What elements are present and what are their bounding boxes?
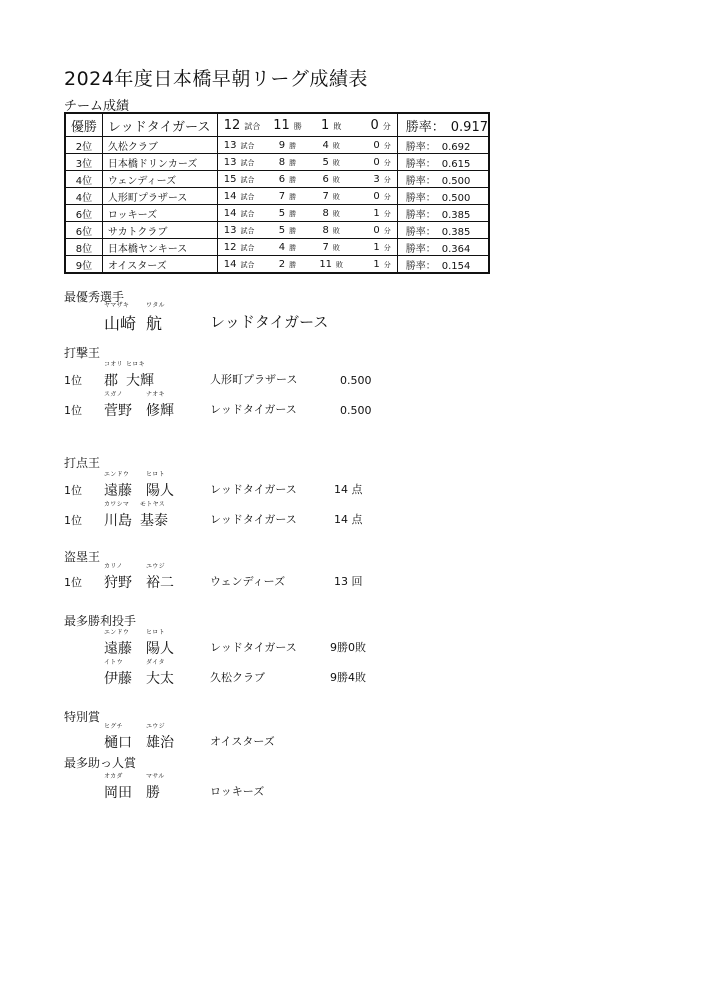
standings-row [65,137,489,154]
losses-cell: 8 敗 [311,205,351,222]
wins-cell: 5 勝 [264,205,312,222]
draws-cell: 0 分 [351,188,397,205]
wins-cell: 6 勝 [264,171,312,188]
player-family-name: ヤマザキ 山崎 [104,302,137,333]
player-given-name: ヒロキ 大輝 [126,361,154,389]
wins-cell: 7 勝 [264,188,312,205]
draws-cell: 0 分 [351,113,397,137]
team-cell: 久松クラブ [102,137,217,154]
rank-cell: 6位 [65,222,102,239]
team-cell: レッドタイガース [102,113,217,137]
draws-cell: 1 分 [351,205,397,222]
standings-row [65,205,489,222]
player-given-name: ユウジ 雄治 [146,723,174,751]
games-cell: 14 試合 [217,256,263,274]
player-given-name: ユウジ 裕二 [146,563,174,591]
games-cell: 14 試合 [217,205,263,222]
games-cell: 12 試合 [217,239,263,256]
player-team: レッドタイガース [210,313,329,331]
wins-cell: 11 勝 [264,113,312,137]
losses-cell: 8 敗 [311,222,351,239]
standings-row [65,171,489,188]
games-cell: 12 試合 [217,113,263,137]
award-row: 1位 カワシマ 川島 モトヤス 基泰 レッドタイガース 14 点 [64,501,363,529]
win-pct-cell: 勝率： 0.615 [397,154,489,171]
team-cell: ウェンディーズ [102,171,217,188]
games-cell: 15 試合 [217,171,263,188]
team-cell: 人形町プラザース [102,188,217,205]
mvp-row [64,302,484,334]
losses-cell: 5 敗 [311,154,351,171]
player-family-name: イトウ 伊藤 [104,659,132,687]
player-family-name: ヒグチ 樋口 [104,723,132,751]
losses-cell: 1 敗 [311,113,351,137]
mvp-heading: 最優秀選手 [64,290,125,304]
helper-heading: 最多助っ人賞 [64,756,137,770]
player-family-name: オカダ 岡田 [104,773,132,801]
draws-cell: 1 分 [351,239,397,256]
wins-cell: 5 勝 [264,222,312,239]
rank-cell: 優勝 [65,113,102,137]
win-pct-cell: 勝率： 0.500 [397,171,489,188]
wins-cell: 8 勝 [264,154,312,171]
team-cell: サカトクラブ [102,222,217,239]
rank-cell: 8位 [65,239,102,256]
standings-row [65,113,489,137]
win-pct-cell: 勝率： 0.364 [397,239,489,256]
win-pct-cell: 勝率： 0.154 [397,256,489,274]
draws-cell: 1 分 [351,256,397,274]
standings-row [65,239,489,256]
win-pct-cell: 勝率： 0.692 [397,137,489,154]
award-row: 1位 カリノ 狩野 ユウジ 裕二 ウェンディーズ 13 回 [64,563,363,591]
games-cell: 13 試合 [217,137,263,154]
draws-cell: 0 分 [351,154,397,171]
rbi-heading: 打点王 [64,456,101,470]
wins-cell: 2 勝 [264,256,312,274]
award-row: オカダ 岡田 マサル 勝 ロッキーズ [104,773,265,801]
standings-table [64,112,490,274]
team-cell: 日本橋ドリンカーズ [102,154,217,171]
player-given-name: ナオキ 修輝 [146,391,174,419]
player-given-name: マサル 勝 [146,773,165,801]
player-family-name: カワシマ 川島 [104,501,132,529]
pitching-heading: 最多勝利投手 [64,614,137,628]
rank-cell: 4位 [65,171,102,188]
win-pct-cell: 勝率： 0.385 [397,222,489,239]
games-cell: 13 試合 [217,154,263,171]
rank-cell: 3位 [65,154,102,171]
rank-cell: 6位 [65,205,102,222]
rank-cell: 2位 [65,137,102,154]
batting-heading: 打撃王 [64,346,101,360]
player-family-name: スガノ 菅野 [104,391,132,419]
wins-cell: 9 勝 [264,137,312,154]
losses-cell: 7 敗 [311,188,351,205]
team-standings-heading: チーム成績 [64,99,130,114]
win-pct-cell: 勝率： 0.385 [397,205,489,222]
team-cell: 日本橋ヤンキース [102,239,217,256]
player-given-name: ダイタ 大太 [146,659,174,687]
document-title: 2024年度日本橋早朝リーグ成績表 [64,68,368,90]
draws-cell: 0 分 [351,222,397,239]
player-family-name: コオリ 郡 [104,361,123,389]
games-cell: 13 試合 [217,222,263,239]
award-row: エンドウ 遠藤 ヒロト 陽人 レッドタイガース 9勝0敗 [104,629,366,657]
team-cell: ロッキーズ [102,205,217,222]
draws-cell: 0 分 [351,137,397,154]
rank-cell: 9位 [65,256,102,274]
losses-cell: 4 敗 [311,137,351,154]
award-row: 1位 スガノ 菅野 ナオキ 修輝 レッドタイガース 0.500 [64,391,372,419]
win-pct-cell: 勝率： 0.500 [397,188,489,205]
player-given-name: ヒロト 陽人 [146,629,174,657]
player-given-name: モトヤス 基泰 [140,501,168,529]
player-family-name: カリノ 狩野 [104,563,132,591]
win-pct-cell: 勝率： 0.917 [397,113,489,137]
award-row: 1位 エンドウ 遠藤 ヒロト 陽人 レッドタイガース 14 点 [64,471,363,499]
player-family-name: エンドウ 遠藤 [104,629,132,657]
special-heading: 特別賞 [64,710,101,724]
rank-cell: 4位 [65,188,102,205]
standings-row [65,188,489,205]
standings-row [65,256,489,274]
player-family-name: エンドウ 遠藤 [104,471,132,499]
games-cell: 14 試合 [217,188,263,205]
award-row: ヒグチ 樋口 ユウジ 雄治 オイスターズ [104,723,275,751]
award-row: 1位 コオリ 郡 ヒロキ 大輝 人形町プラザース 0.500 [64,361,372,389]
team-cell: オイスターズ [102,256,217,274]
award-row: イトウ 伊藤 ダイタ 大太 久松クラブ 9勝4敗 [104,659,366,687]
steals-heading: 盗塁王 [64,550,101,564]
losses-cell: 6 敗 [311,171,351,188]
standings-row [65,222,489,239]
losses-cell: 7 敗 [311,239,351,256]
player-given-name: ワタル 航 [146,302,165,333]
draws-cell: 3 分 [351,171,397,188]
standings-row [65,154,489,171]
losses-cell: 11 敗 [311,256,351,274]
wins-cell: 4 勝 [264,239,312,256]
player-given-name: ヒロト 陽人 [146,471,174,499]
